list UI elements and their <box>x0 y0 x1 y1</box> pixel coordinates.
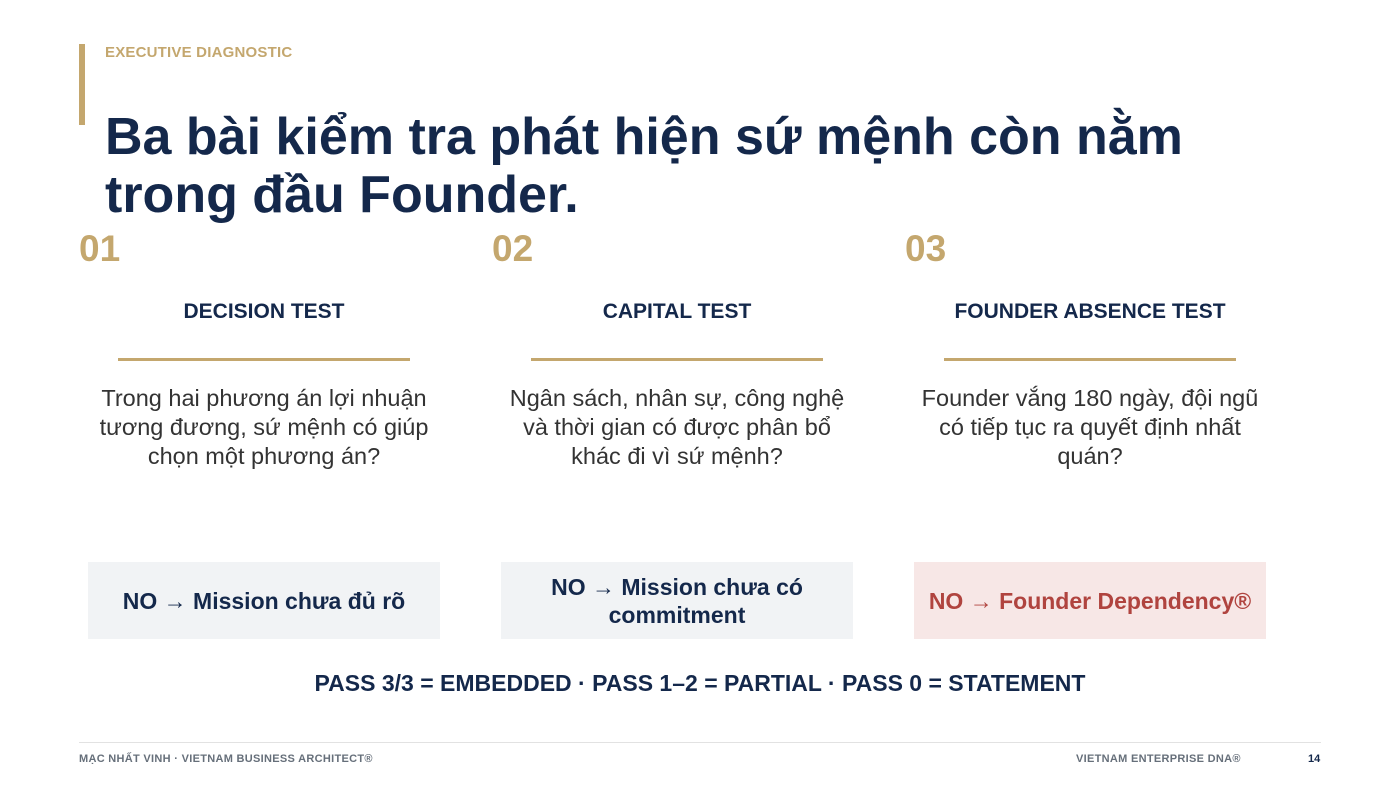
divider-rule <box>531 358 823 361</box>
divider-rule <box>944 358 1236 361</box>
footer-author: MẠC NHẤT VINH · VIETNAM BUSINESS ARCHITECT® <box>79 753 373 765</box>
test-column-capital <box>492 226 862 476</box>
test-number: 02 <box>492 228 534 269</box>
test-heading: CAPITAL TEST <box>602 300 752 323</box>
section-eyebrow: EXECUTIVE DIAGNOSTIC <box>105 44 293 61</box>
test-column-founder-absence <box>905 226 1275 476</box>
test-column-decision <box>79 226 449 476</box>
footer-divider <box>79 742 1321 743</box>
accent-bar <box>79 44 85 125</box>
test-question: Trong hai phương án lợi nhuận tương đương, sứ mệnh có giúp chọn một phương án? <box>99 385 429 469</box>
test-number: 01 <box>79 228 121 269</box>
verdict-box-capital: NO → Mission chưa có commitment <box>501 562 853 639</box>
test-question: Founder vắng 180 ngày, đội ngũ có tiếp tục ra quyết định nhất quán? <box>921 385 1259 469</box>
divider-rule <box>118 358 410 361</box>
scoring-summary: PASS 3/3 = EMBEDDED · PASS 1–2 = PARTIAL · PASS 0 = STATEMENT <box>314 670 1086 696</box>
verdict-box-decision: NO → Mission chưa đủ rõ <box>88 562 440 639</box>
page-number: 14 <box>1308 753 1321 765</box>
footer-brand: VIETNAM ENTERPRISE DNA® <box>1076 753 1241 765</box>
test-question: Ngân sách, nhân sự, công nghệ và thời gian có được phân bổ khác đi vì sứ mệnh? <box>509 385 845 469</box>
test-heading: DECISION TEST <box>183 300 345 323</box>
verdict-box-founder-absence: NO → Founder Dependency® <box>914 562 1266 639</box>
test-heading: FOUNDER ABSENCE TEST <box>954 300 1226 323</box>
test-number: 03 <box>905 228 947 269</box>
slide-title: Ba bài kiểm tra phát hiện sứ mệnh còn nằm trong đầu Founder. <box>105 108 1183 224</box>
